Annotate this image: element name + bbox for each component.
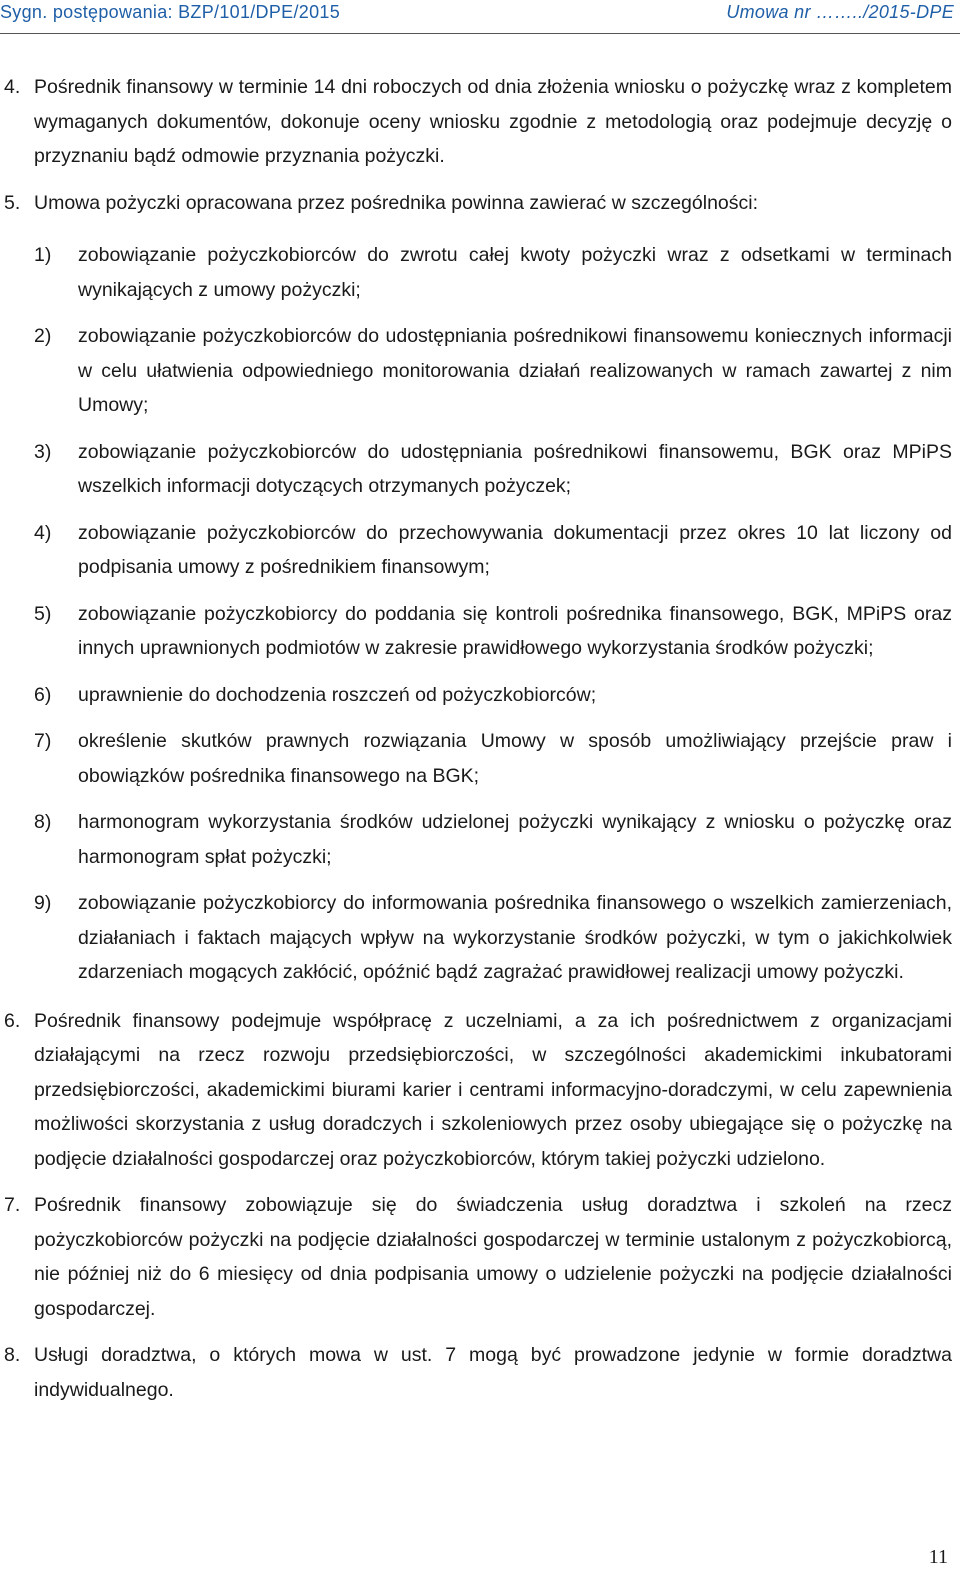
list-item-number: 7) [34, 730, 52, 752]
list-item-text: harmonogram wykorzystania środków udzielonej pożyczki wynikający z wniosku o pożyczkę oraz harmonogram spłat pożyczki; [78, 811, 952, 868]
list-item-number: 5) [34, 602, 52, 625]
section-7 [0, 1188, 952, 1326]
contract-requirements-list [0, 238, 952, 990]
section-number: 6. [4, 1009, 21, 1032]
section-text: Usługi doradztwa, o których mowa w ust. 7 mogą być prowadzone jedynie w formie doradztwa indywidualnego. [34, 1344, 952, 1401]
list-item-number: 8) [34, 811, 52, 833]
case-reference: Sygn. postępowania: BZP/101/DPE/2015 [0, 2, 341, 22]
list-item-number: 9) [34, 892, 52, 914]
section-6 [0, 1004, 952, 1177]
list-item-number: 3) [34, 440, 52, 463]
section-text: Umowa pożyczki opracowana przez pośrednika powinna zawierać w szczególności: [34, 191, 759, 214]
list-item [0, 238, 952, 307]
page-header [0, 0, 960, 34]
list-item [0, 319, 952, 423]
section-number: 8. [4, 1344, 21, 1366]
list-item-text: uprawnienie do dochodzenia roszczeń od pożyczkobiorców; [78, 683, 597, 706]
list-item-text: zobowiązanie pożyczkobiorców do udostępniania pośrednikowi finansowemu, BGK oraz MPiPS wszelkich informacji dotyczących otrzymanych pożyczek; [78, 440, 952, 497]
page-number: 11 [928, 1546, 948, 1568]
list-item-text: zobowiązanie pożyczkobiorców do zwrotu całej kwoty pożyczki wraz z odsetkami w terminach wynikających z umowy pożyczki; [78, 244, 952, 301]
list-item [0, 435, 952, 504]
list-item-number: 1) [34, 244, 52, 266]
section-4 [0, 70, 952, 174]
section-text: Pośrednik finansowy zobowiązuje się do świadczenia usług doradztwa i szkoleń na rzecz pożyczkobiorców pożyczki na podjęcie działalności gospodarczej w terminie ustalonym z pożyczkobiorcą, nie później niż do 6 miesięcy od dnia podpisania umowy o udzielenie pożyczki na podjęcie działalności gospodarczej. [34, 1194, 952, 1320]
list-item-text: zobowiązanie pożyczkobiorców do przechowywania dokumentacji przez okres 10 lat liczony od podpisania umowy z pośrednikiem finansowym; [78, 521, 952, 578]
list-item-text: zobowiązanie pożyczkobiorców do udostępniania pośrednikowi finansowemu koniecznych informacji w celu ułatwienia odpowiedniego monitorowania działań realizowanych w ramach zawartej z nim Umowy; [78, 325, 952, 416]
list-item-number: 4) [34, 521, 52, 544]
list-item [0, 805, 952, 874]
list-item-text: określenie skutków prawnych rozwiązania Umowy w sposób umożliwiający przejście praw i obowiązków pośrednika finansowego na BGK; [78, 730, 952, 787]
list-item-text: zobowiązanie pożyczkobiorcy do poddania się kontroli pośrednika finansowego, BGK, MPiPS oraz innych uprawnionych podmiotów w zakresie prawidłowego wykorzystania środków pożyczki; [78, 602, 952, 659]
contract-number: Umowa nr ……../2015-DPE [726, 2, 954, 22]
section-5 [0, 186, 952, 221]
section-8 [0, 1338, 952, 1407]
section-number: 7. [4, 1194, 21, 1216]
section-number: 4. [4, 76, 21, 98]
list-item [0, 516, 952, 585]
list-item-number: 2) [34, 325, 52, 347]
list-item-number: 6) [34, 683, 52, 706]
section-text: Pośrednik finansowy w terminie 14 dni roboczych od dnia złożenia wniosku o pożyczkę wraz z kompletem wymaganych dokumentów, dokonuje oceny wniosku zgodnie z metodologią oraz podejmuje decyzję o przyznaniu bądź odmowie przyznania pożyczki. [34, 76, 952, 167]
list-item-text: zobowiązanie pożyczkobiorcy do informowania pośrednika finansowego o wszelkich zamierzeniach, działaniach i faktach mających wpływ na wykorzystanie środków pożyczki, w tym o jakichkolwiek zdarzeniach mogących zakłócić, opóźnić bądź zagrażać prawidłowej realizacji umowy pożyczki. [78, 892, 952, 983]
list-item [0, 678, 952, 713]
document-body [0, 70, 952, 1407]
list-item [0, 597, 952, 666]
section-text: Pośrednik finansowy podejmuje współpracę z uczelniami, a za ich pośrednictwem z organizacjami działającymi na rzecz rozwoju przedsiębiorczości, w szczególności akademickimi inkubatorami przedsiębiorczości, akademickimi biurami karier i centrami informacyjno-doradczymi, w celu zapewnienia możliwości skorzystania z usług doradczych i szkoleniowych przez osoby ubiegające się o pożyczkę na podjęcie działalności gospodarczej oraz pożyczkobiorców, którym takiej pożyczki udzielono. [34, 1009, 952, 1170]
list-item [0, 724, 952, 793]
section-number: 5. [4, 191, 21, 214]
list-item [0, 886, 952, 990]
